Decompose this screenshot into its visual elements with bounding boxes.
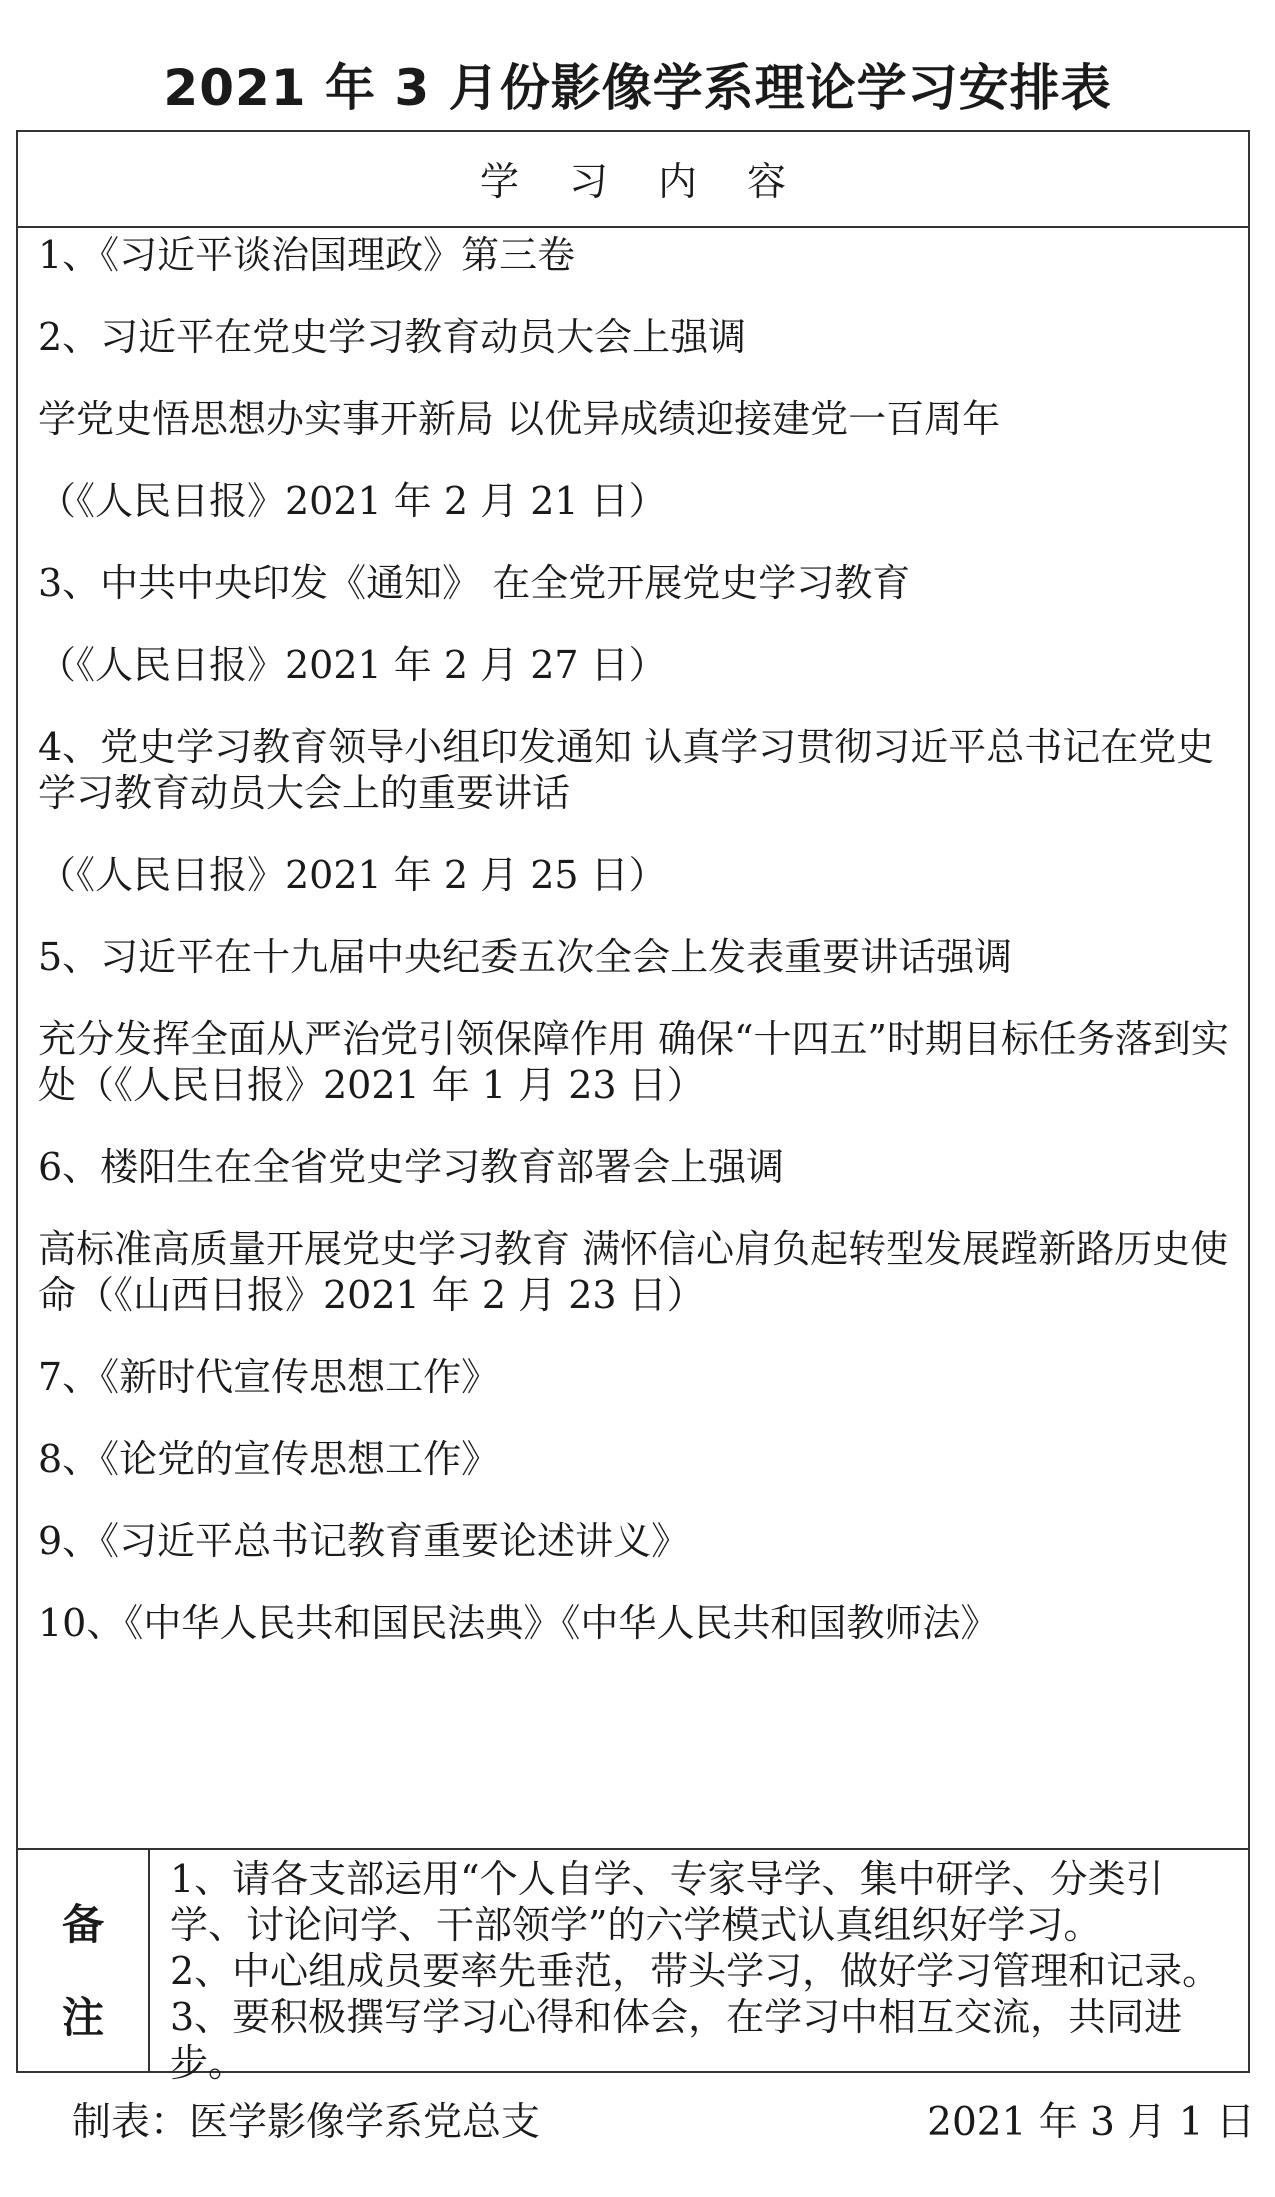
prepared-by: 制表：医学影像学系党总支 xyxy=(72,2100,541,2145)
schedule-table xyxy=(16,130,1250,2085)
study-item-5-subtitle: 充分发挥全面从严治党引领保障作用 确保“十四五”时期目标任务落到实处（《人民日报》2021 年 1 月 23 日） xyxy=(38,1017,1229,1107)
study-item-2: 2、习近平在党史学习教育动员大会上强调 xyxy=(38,315,747,359)
study-item-4: 4、党史学习教育领导小组印发通知 认真学习贯彻习近平总书记在党史学习教育动员大会上的重要讲话 xyxy=(38,725,1215,815)
table-header-row xyxy=(18,132,1248,228)
study-item-6: 6、楼阳生在全省党史学习教育部署会上强调 xyxy=(38,1145,785,1189)
notes-body xyxy=(170,1856,1238,2086)
study-item-7: 7、《新时代宣传思想工作》 xyxy=(38,1355,500,1399)
study-item-6-subtitle: 高标准高质量开展党史学习教育 满怀信心肩负起转型发展蹚新路历史使命（《山西日报》2021 年 2 月 23 日） xyxy=(38,1227,1229,1317)
study-item-2-source: （《人民日报》2021 年 2 月 21 日） xyxy=(38,479,667,523)
note-2: 2、中心组成员要率先垂范，带头学习，做好学习管理和记录。 xyxy=(170,1949,1221,1993)
study-item-2-subtitle: 学党史悟思想办实事开新局 以优异成绩迎接建党一百周年 xyxy=(38,397,1001,441)
notes-label-char-2: 注 xyxy=(61,1993,104,2042)
study-item-9: 9、《习近平总书记教育重要论述讲义》 xyxy=(38,1519,690,1563)
notes-row xyxy=(18,1850,1248,2085)
notes-label-char-1: 备 xyxy=(61,1900,104,1949)
note-3: 3、要积极撰写学习心得和体会，在学习中相互交流，共同进步。 xyxy=(170,1995,1183,2085)
table-header: 学习内容 xyxy=(479,160,836,205)
study-item-10: 10、《中华人民共和国民法典》《中华人民共和国教师法》 xyxy=(38,1601,999,1645)
study-item-1: 1、《习近平谈治国理政》第三卷 xyxy=(38,233,576,277)
note-1: 1、请各支部运用“个人自学、专家导学、集中研学、分类引学、讨论问学、干部领学”的六学模式认真组织好学习。 xyxy=(170,1857,1164,1947)
study-item-8: 8、《论党的宣传思想工作》 xyxy=(38,1437,500,1481)
document-date: 2021 年 3 月 1 日 xyxy=(927,2100,1255,2145)
study-item-4-source: （《人民日报》2021 年 2 月 25 日） xyxy=(38,853,667,897)
study-item-3: 3、中共中央印发《通知》 在全党开展党史学习教育 xyxy=(38,561,911,605)
study-item-3-source: （《人民日报》2021 年 2 月 27 日） xyxy=(38,643,667,687)
study-content-cell xyxy=(18,228,1248,1850)
study-item-5: 5、习近平在十九届中央纪委五次全会上发表重要讲话强调 xyxy=(38,935,1013,979)
notes-label xyxy=(18,1850,150,2073)
document-title: 2021 年 3 月份影像学系理论学习安排表 xyxy=(163,59,1112,117)
